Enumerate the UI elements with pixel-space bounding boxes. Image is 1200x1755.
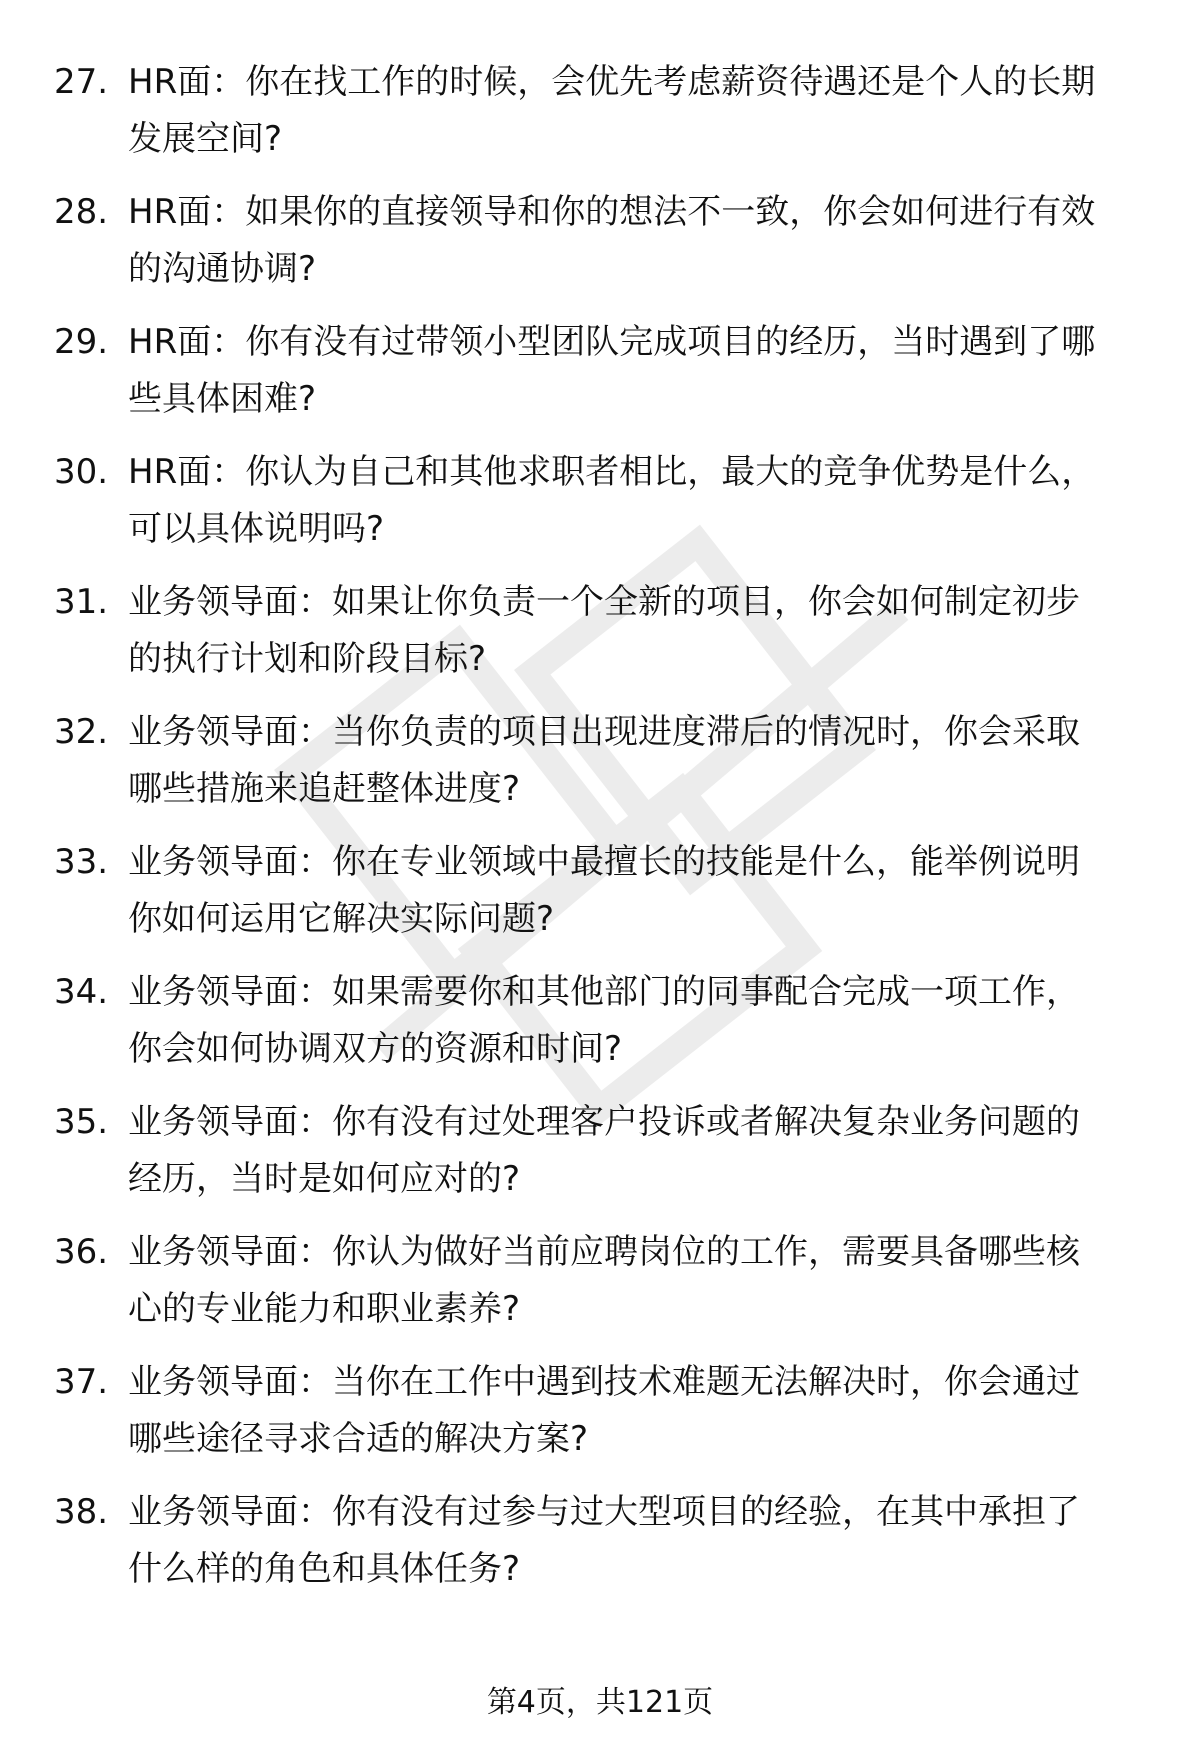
- question-item: [0, 704, 1200, 834]
- question-number: 31.: [54, 582, 109, 622]
- question-number: 32.: [54, 712, 109, 752]
- question-item: [0, 1354, 1200, 1484]
- question-text: [128, 1094, 1168, 1208]
- question-text: [128, 574, 1168, 688]
- question-number: 34.: [54, 972, 109, 1012]
- question-line: 哪些途径寻求合适的解决方案?: [128, 1419, 589, 1459]
- question-line: 业务领导面：你有没有过参与过大型项目的经验，在其中承担了: [128, 1492, 1080, 1532]
- question-number: 35.: [54, 1102, 109, 1142]
- question-text: [128, 704, 1168, 818]
- question-text: [128, 54, 1168, 168]
- question-line: 业务领导面：如果需要你和其他部门的同事配合完成一项工作，: [128, 972, 1080, 1012]
- question-item: [0, 834, 1200, 964]
- question-item: [0, 444, 1200, 574]
- question-line: 哪些措施来追赶整体进度?: [128, 769, 521, 809]
- question-text: [128, 184, 1168, 298]
- question-line: 的执行计划和阶段目标?: [128, 639, 487, 679]
- question-number: 27.: [54, 62, 109, 102]
- question-number: 28.: [54, 192, 109, 232]
- question-number: 36.: [54, 1232, 109, 1272]
- question-line: 业务领导面：如果让你负责一个全新的项目，你会如何制定初步: [128, 582, 1080, 622]
- question-line: 你会如何协调双方的资源和时间?: [128, 1029, 623, 1069]
- question-text: [128, 964, 1168, 1078]
- question-number: 30.: [54, 452, 109, 492]
- question-line: HR面：你认为自己和其他求职者相比，最大的竞争优势是什么，: [128, 452, 1096, 492]
- question-text: [128, 1224, 1168, 1338]
- question-number: 33.: [54, 842, 109, 882]
- question-line: 业务领导面：你在专业领域中最擅长的技能是什么，能举例说明: [128, 842, 1080, 882]
- question-line: 可以具体说明吗?: [128, 509, 385, 549]
- question-line: 业务领导面：你有没有过处理客户投诉或者解决复杂业务问题的: [128, 1102, 1080, 1142]
- question-text: [128, 1354, 1168, 1468]
- question-item: [0, 964, 1200, 1094]
- question-number: 37.: [54, 1362, 109, 1402]
- question-line: 些具体困难?: [128, 379, 317, 419]
- question-line: 经历，当时是如何应对的?: [128, 1159, 521, 1199]
- question-item: [0, 1094, 1200, 1224]
- question-line: HR面：你在找工作的时候，会优先考虑薪资待遇还是个人的长期: [128, 62, 1096, 102]
- question-line: 业务领导面：当你负责的项目出现进度滞后的情况时，你会采取: [128, 712, 1080, 752]
- question-line: 业务领导面：当你在工作中遇到技术难题无法解决时，你会通过: [128, 1362, 1080, 1402]
- question-number: 38.: [54, 1492, 109, 1532]
- question-line: 什么样的角色和具体任务?: [128, 1549, 521, 1589]
- question-list: [0, 54, 1200, 1614]
- question-item: [0, 54, 1200, 184]
- question-item: [0, 314, 1200, 444]
- question-line: 的沟通协调?: [128, 249, 317, 289]
- question-number: 29.: [54, 322, 109, 362]
- question-item: [0, 574, 1200, 704]
- question-line: 心的专业能力和职业素养?: [128, 1289, 521, 1329]
- question-item: [0, 1484, 1200, 1614]
- question-line: 业务领导面：你认为做好当前应聘岗位的工作，需要具备哪些核: [128, 1232, 1080, 1272]
- question-line: 你如何运用它解决实际问题?: [128, 899, 555, 939]
- question-item: [0, 184, 1200, 314]
- question-text: [128, 834, 1168, 948]
- question-item: [0, 1224, 1200, 1354]
- question-line: HR面：如果你的直接领导和你的想法不一致，你会如何进行有效: [128, 192, 1096, 232]
- question-line: 发展空间?: [128, 119, 283, 159]
- question-text: [128, 314, 1168, 428]
- question-text: [128, 444, 1168, 558]
- question-line: HR面：你有没有过带领小型团队完成项目的经历，当时遇到了哪: [128, 322, 1096, 362]
- page-footer: 第4页，共121页: [486, 1685, 714, 1720]
- question-text: [128, 1484, 1168, 1598]
